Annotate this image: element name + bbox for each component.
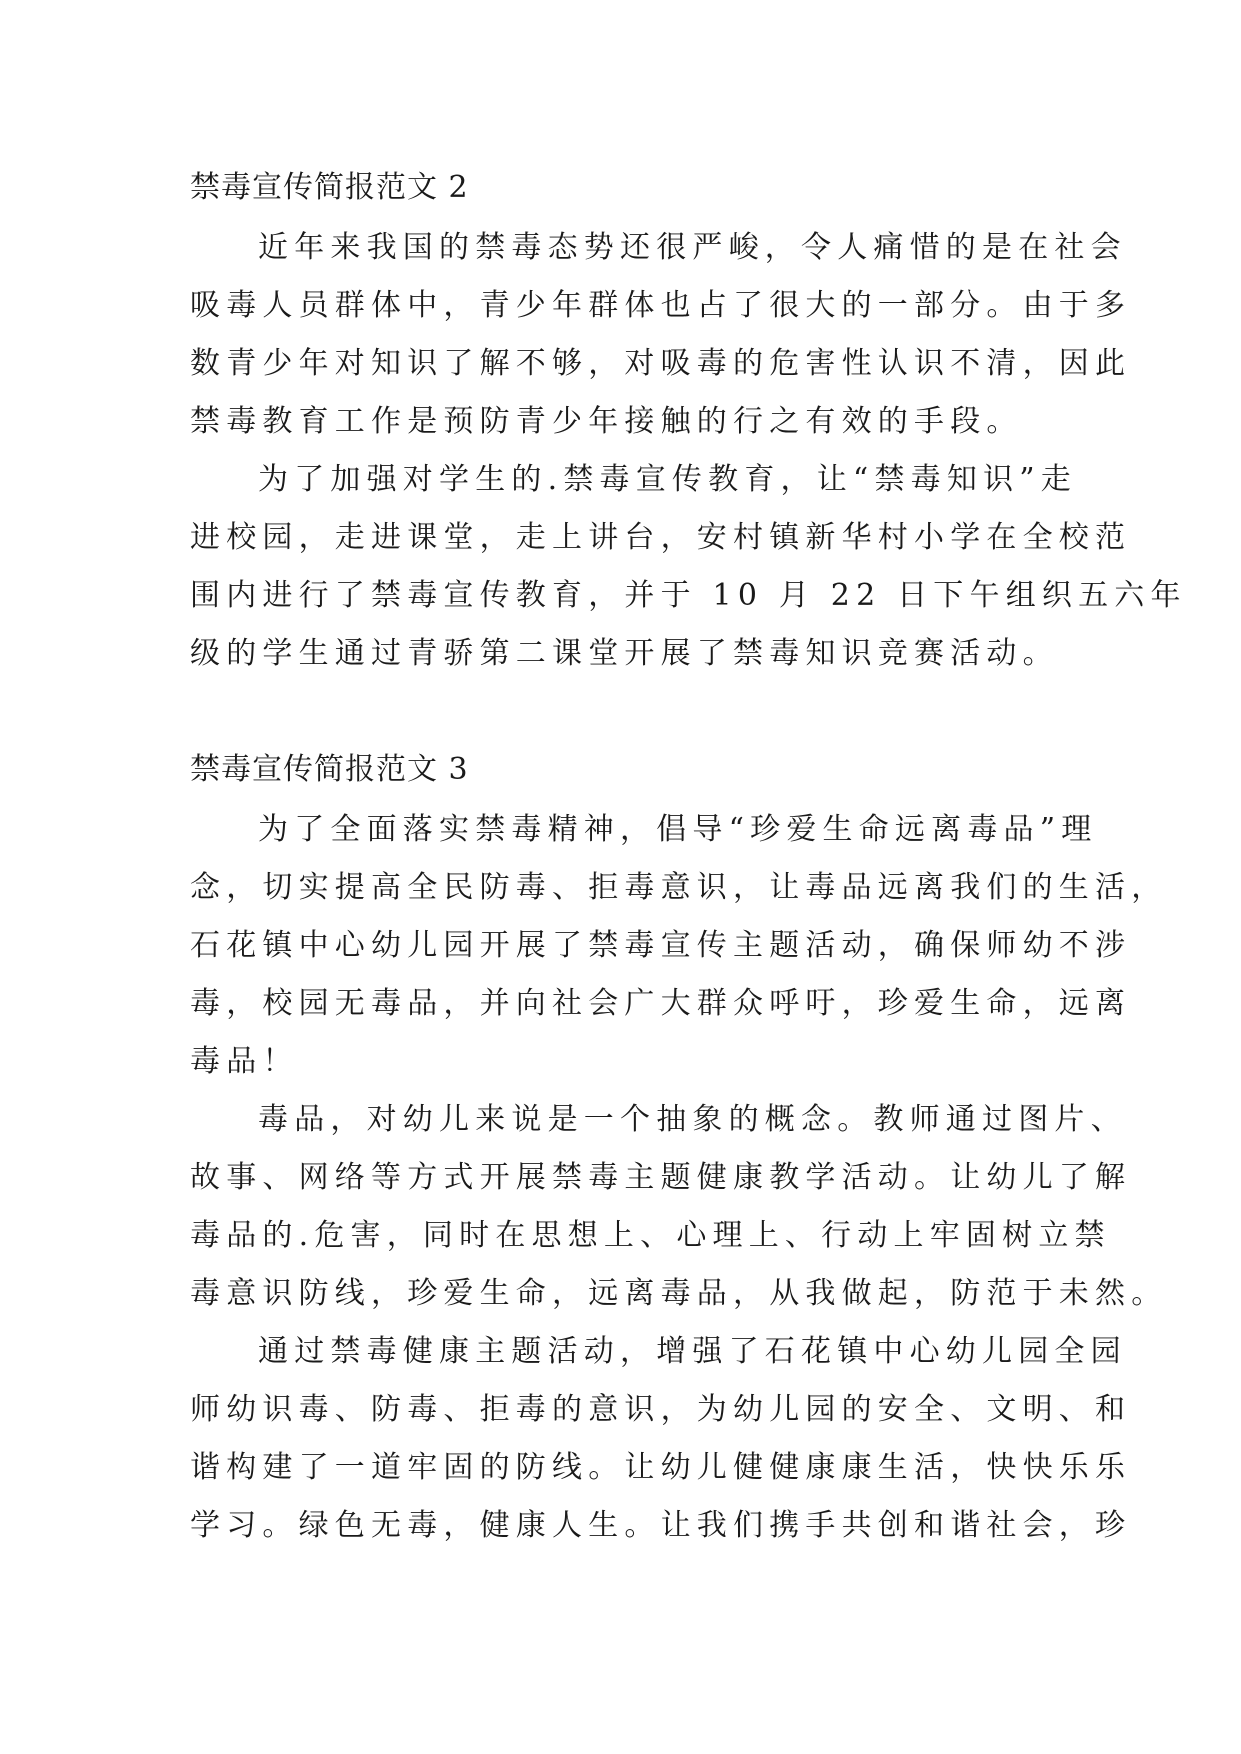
paragraph-line: 毒品！ xyxy=(190,1044,299,1079)
paragraph-line: 为了全面落实禁毒精神，倡导“珍爱生命远离毒品”理 xyxy=(258,812,1098,847)
paragraph-line: 近年来我国的禁毒态势还很严峻，令人痛惜的是在社会 xyxy=(258,230,1127,265)
paragraph-line: 念，切实提高全民防毒、拒毒意识，让毒品远离我们的生活， xyxy=(190,870,1168,905)
paragraph-line: 级的学生通过青骄第二课堂开展了禁毒知识竞赛活动。 xyxy=(190,636,1059,671)
paragraph-line: 禁毒教育工作是预防青少年接触的行之有效的手段。 xyxy=(190,404,1023,439)
paragraph-line: 故事、网络等方式开展禁毒主题健康教学活动。让幼儿了解 xyxy=(190,1160,1132,1195)
paragraph-line: 毒意识防线，珍爱生命，远离毒品，从我做起，防范于未然。 xyxy=(190,1276,1168,1311)
paragraph-line: 师幼识毒、防毒、拒毒的意识，为幼儿园的安全、文明、和 xyxy=(190,1392,1132,1427)
paragraph-line: 谐构建了一道牢固的防线。让幼儿健健康康生活，快快乐乐 xyxy=(190,1450,1132,1485)
paragraph-line: 为了加强对学生的.禁毒宣传教育，让“禁毒知识”走 xyxy=(258,462,1078,497)
paragraph-line: 围内进行了禁毒宣传教育，并于 10 月 22 日下午组织五六年 xyxy=(190,578,1187,613)
paragraph-line: 毒品，对幼儿来说是一个抽象的概念。教师通过图片、 xyxy=(258,1102,1127,1137)
paragraph-line: 数青少年对知识了解不够，对吸毒的危害性认识不清，因此 xyxy=(190,346,1132,381)
paragraph-line: 毒品的.危害，同时在思想上、心理上、行动上牢固树立禁 xyxy=(190,1218,1111,1253)
section-heading: 禁毒宣传简报范文 2 xyxy=(190,170,469,205)
paragraph-line: 通过禁毒健康主题活动，增强了石花镇中心幼儿园全园 xyxy=(258,1334,1127,1369)
paragraph-line: 毒，校园无毒品，并向社会广大群众呼吁，珍爱生命，远离 xyxy=(190,986,1132,1021)
section-heading: 禁毒宣传简报范文 3 xyxy=(190,752,469,787)
paragraph-line: 进校园，走进课堂，走上讲台，安村镇新华村小学在全校范 xyxy=(190,520,1132,555)
paragraph-line: 吸毒人员群体中，青少年群体也占了很大的一部分。由于多 xyxy=(190,288,1132,323)
paragraph-line: 学习。绿色无毒，健康人生。让我们携手共创和谐社会，珍 xyxy=(190,1508,1132,1543)
paragraph-line: 石花镇中心幼儿园开展了禁毒宣传主题活动，确保师幼不涉 xyxy=(190,928,1132,963)
